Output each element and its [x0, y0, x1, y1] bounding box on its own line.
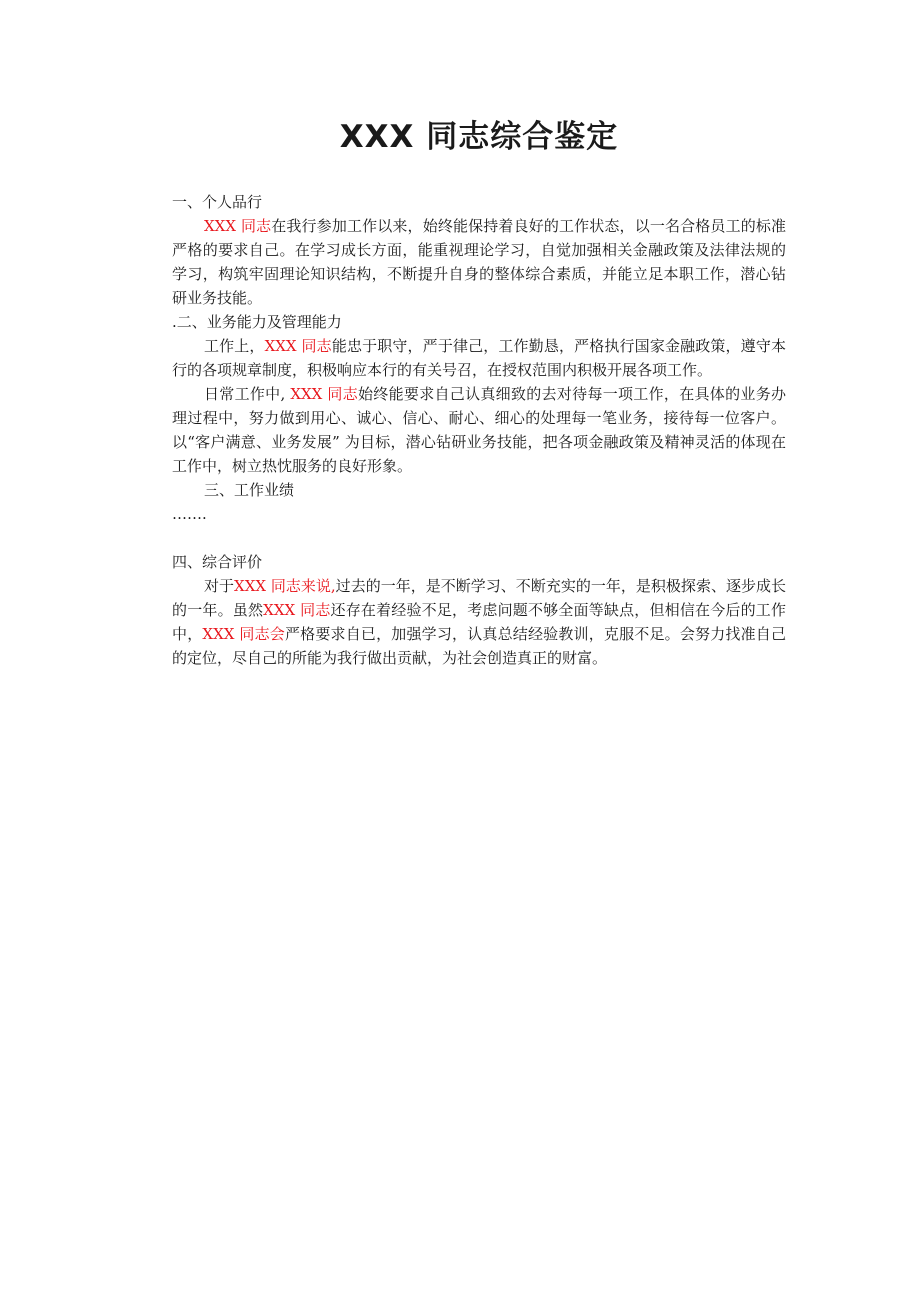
paragraph-business-ability-2: [172, 382, 786, 478]
highlighted-name: XXX 同志: [204, 217, 272, 235]
document-title: XXX 同志综合鉴定: [339, 119, 619, 155]
highlighted-name: XXX 同志会: [202, 625, 285, 643]
paragraph-text: 在我行参加工作以来，始终能保持着良好的工作状态，以一名合格员工的标准严格的要求自己。在学习成长方面，能重视理论学习，自觉加强相关金融政策及法律法规的学习，构筑牢固理论知识结构，不断提升自身的整体综合素质，并能立足本职工作，潜心钻研业务技能。: [172, 217, 786, 307]
paragraph-prefix: 对于: [204, 577, 235, 595]
paragraph-text: 还存在着经验不足，考虑问题不够全面等缺点，但相信在今后的工作中，: [172, 601, 786, 643]
paragraph-prefix: 工作上，: [204, 337, 265, 355]
paragraph-text: 过去的一年，是不断学习、不断充实的一年，是积极探索、逐步成长的一年。虽然: [172, 577, 786, 619]
section-heading-personal-conduct: 一、个人品行: [172, 193, 263, 211]
paragraph-business-ability-1: [172, 334, 786, 382]
paragraph-text: 严格要求自已，加强学习，认真总结经验教训，克服不足。会努力找准自己的定位，尽自己的所能为我行做出贡献，为社会创造真正的财富。: [172, 625, 786, 667]
ellipsis-text: …….: [172, 505, 207, 523]
paragraph-text: 始终能要求自己认真细致的去对待每一项工作，在具体的业务办理过程中，努力做到用心、诚心、信心、耐心、细心的处理每一笔业务，接待每一位客户。以“客户满意、业务发展” 为目标，潜心钻研业务技能，把各项金融政策及精神灵活的体现在工作中，树立热忱服务的良好形象。: [172, 385, 786, 475]
highlighted-name: XXX 同志: [264, 337, 332, 355]
paragraph-overall-evaluation: [172, 574, 786, 670]
paragraph-personal-conduct: [172, 214, 786, 310]
highlighted-name: XXX 同志: [290, 385, 359, 403]
blank-line: [172, 526, 786, 550]
highlighted-name: XXX 同志: [263, 601, 331, 619]
document-page: [172, 110, 786, 670]
paragraph-prefix: 日常工作中,: [204, 385, 291, 403]
section-heading-overall-evaluation: 四、综合评价: [172, 553, 263, 571]
section-heading-business-ability: .二、业务能力及管理能力: [172, 313, 342, 331]
section-heading-work-performance: 三、工作业绩: [204, 481, 295, 499]
highlighted-name: XXX 同志来说,: [234, 577, 336, 595]
paragraph-text: 能忠于职守，严于律己，工作勤恳，严格执行国家金融政策，遵守本行的各项规章制度，积极响应本行的有关号召，在授权范围内积极开展各项工作。: [172, 337, 786, 379]
